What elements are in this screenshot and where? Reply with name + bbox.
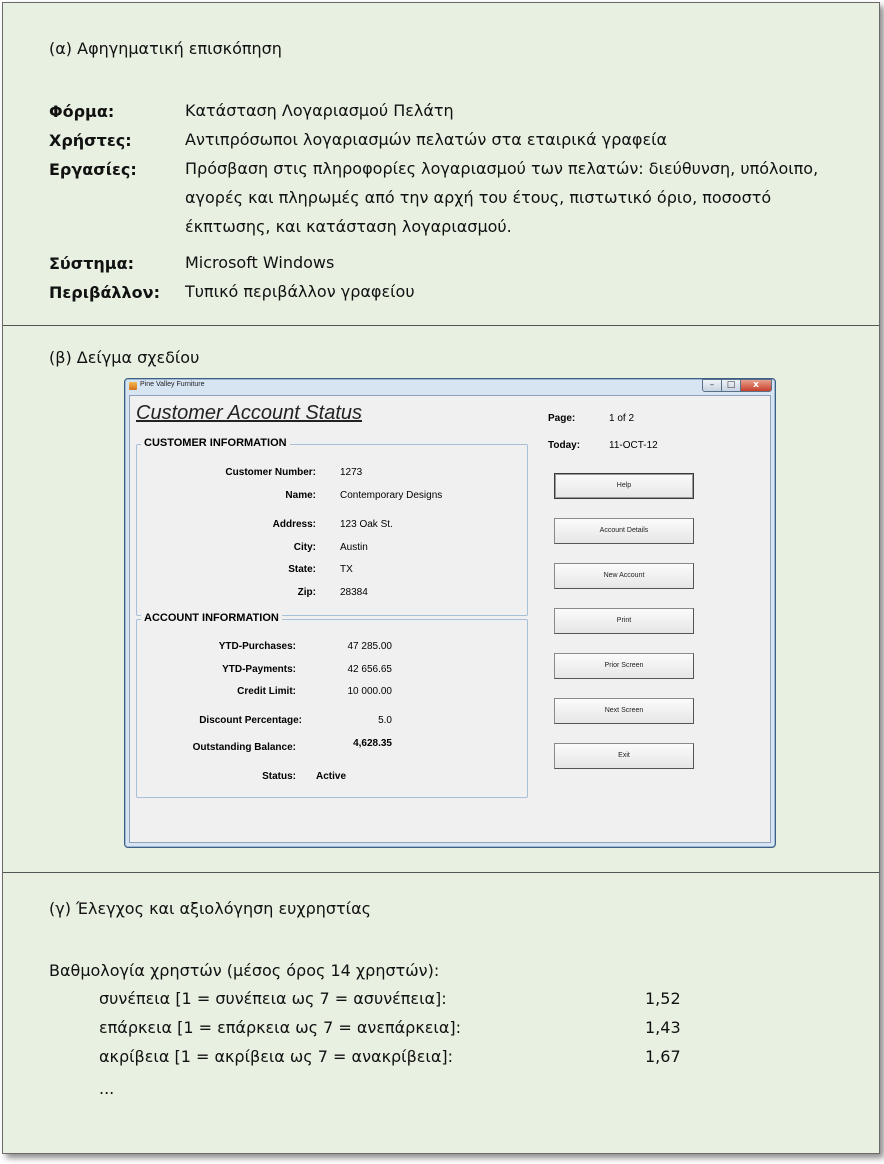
- system-key: Σύστημα:: [49, 254, 134, 273]
- address-label: Address:: [272, 519, 316, 530]
- discount-percentage-label: Discount Percentage:: [199, 715, 302, 726]
- credit-limit-value[interactable]: 10 000.00: [347, 686, 392, 697]
- city-label: City:: [293, 542, 316, 553]
- environment-key: Περιβάλλον:: [49, 283, 160, 302]
- help-button[interactable]: Help: [554, 473, 694, 499]
- section-usability-evaluation: [3, 873, 879, 1153]
- minimize-button[interactable]: –: [702, 379, 722, 392]
- rating-consistency-value: 1,52: [645, 989, 681, 1008]
- today-label: Today:: [548, 440, 581, 451]
- address-value[interactable]: 123 Oak St.: [340, 519, 393, 530]
- account-details-button[interactable]: Account Details: [554, 518, 694, 544]
- section-b-heading: (β) Δείγμα σχεδίου: [49, 348, 200, 367]
- app-icon: [129, 382, 137, 390]
- rating-accuracy-value: 1,67: [645, 1047, 681, 1066]
- section-c-heading: (γ) Έλεγχος και αξιολόγηση ευχρηστίας: [49, 899, 372, 918]
- tasks-value: Πρόσβαση στις πληροφορίες λογαριασμού των πελατών: διεύθυνση, υπόλοιπο, αγορές και πληρωμές από την αρχή του έτους, πιστωτικό όριο, ποσοστό έκπτωσης, και κατάσταση λογαριασμού.: [185, 159, 819, 236]
- print-button[interactable]: Print: [554, 608, 694, 634]
- ytd-payments-value[interactable]: 42 656.65: [347, 664, 392, 675]
- rating-sufficiency-label: επάρκεια [1 = επάρκεια ως 7 = ανεπάρκεια]:: [99, 1018, 461, 1037]
- environment-value: Τυπικό περιβάλλον γραφείου: [185, 282, 415, 301]
- window-client-area: [129, 395, 771, 843]
- app-window: [124, 378, 776, 848]
- customer-name-value[interactable]: Contemporary Designs: [340, 490, 443, 501]
- today-value: 11-OCT-12: [609, 440, 658, 451]
- users-key: Χρήστες:: [49, 131, 132, 150]
- window-title: Pine Valley Furniture: [140, 381, 205, 388]
- status-value[interactable]: Active: [316, 771, 347, 782]
- exit-button[interactable]: Exit: [554, 743, 694, 769]
- ytd-purchases-value[interactable]: 47 285.00: [347, 641, 392, 652]
- customer-info-legend: CUSTOMER INFORMATION: [141, 437, 290, 449]
- credit-limit-label: Credit Limit:: [237, 686, 296, 697]
- section-a-heading: (α) Αφηγηματική επισκόπηση: [49, 39, 282, 58]
- status-label: Status:: [262, 771, 296, 782]
- outstanding-balance-label: Outstanding Balance:: [192, 742, 296, 753]
- section-narrative-overview: [3, 3, 879, 326]
- discount-percentage-value[interactable]: 5.0: [378, 715, 392, 726]
- ytd-purchases-label: YTD-Purchases:: [218, 641, 296, 652]
- window-titlebar[interactable]: [125, 379, 775, 393]
- zip-label: Zip:: [297, 587, 316, 598]
- ytd-payments-label: YTD-Payments:: [222, 664, 296, 675]
- rating-accuracy-label: ακρίβεια [1 = ακρίβεια ως 7 = ανακρίβεια]:: [99, 1047, 454, 1066]
- account-info-legend: ACCOUNT INFORMATION: [141, 612, 282, 624]
- form-value: Κατάσταση Λογαριασμού Πελάτη: [185, 101, 454, 120]
- form-key: Φόρμα:: [49, 102, 115, 121]
- outstanding-balance-value[interactable]: 4,628.35: [353, 738, 392, 749]
- close-button[interactable]: x: [740, 379, 772, 392]
- city-value[interactable]: Austin: [340, 542, 368, 553]
- next-screen-button[interactable]: Next Screen: [554, 698, 694, 724]
- system-value: Microsoft Windows: [185, 253, 335, 272]
- maximize-button[interactable]: □: [721, 379, 741, 392]
- tasks-key: Εργασίες:: [49, 160, 137, 179]
- state-value[interactable]: TX: [340, 564, 353, 575]
- customer-number-label: Customer Number:: [225, 467, 316, 478]
- ellipsis: ...: [99, 1079, 115, 1098]
- page-value: 1 of 2: [609, 413, 635, 424]
- state-label: State:: [288, 564, 316, 575]
- form-title: Customer Account Status: [136, 402, 363, 424]
- rating-sufficiency-value: 1,43: [645, 1018, 681, 1037]
- zip-value[interactable]: 28384: [340, 587, 368, 598]
- prior-screen-button[interactable]: Prior Screen: [554, 653, 694, 679]
- customer-name-label: Name:: [285, 490, 316, 501]
- new-account-button[interactable]: New Account: [554, 563, 694, 589]
- page-label: Page:: [548, 413, 576, 424]
- customer-number-value[interactable]: 1273: [340, 467, 363, 478]
- ratings-subheading: Βαθμολογία χρηστών (μέσος όρος 14 χρηστών):: [49, 961, 440, 980]
- rating-consistency-label: συνέπεια [1 = συνέπεια ως 7 = ασυνέπεια]:: [99, 989, 447, 1008]
- users-value: Αντιπρόσωποι λογαριασμών πελατών στα εταιρικά γραφεία: [185, 130, 668, 149]
